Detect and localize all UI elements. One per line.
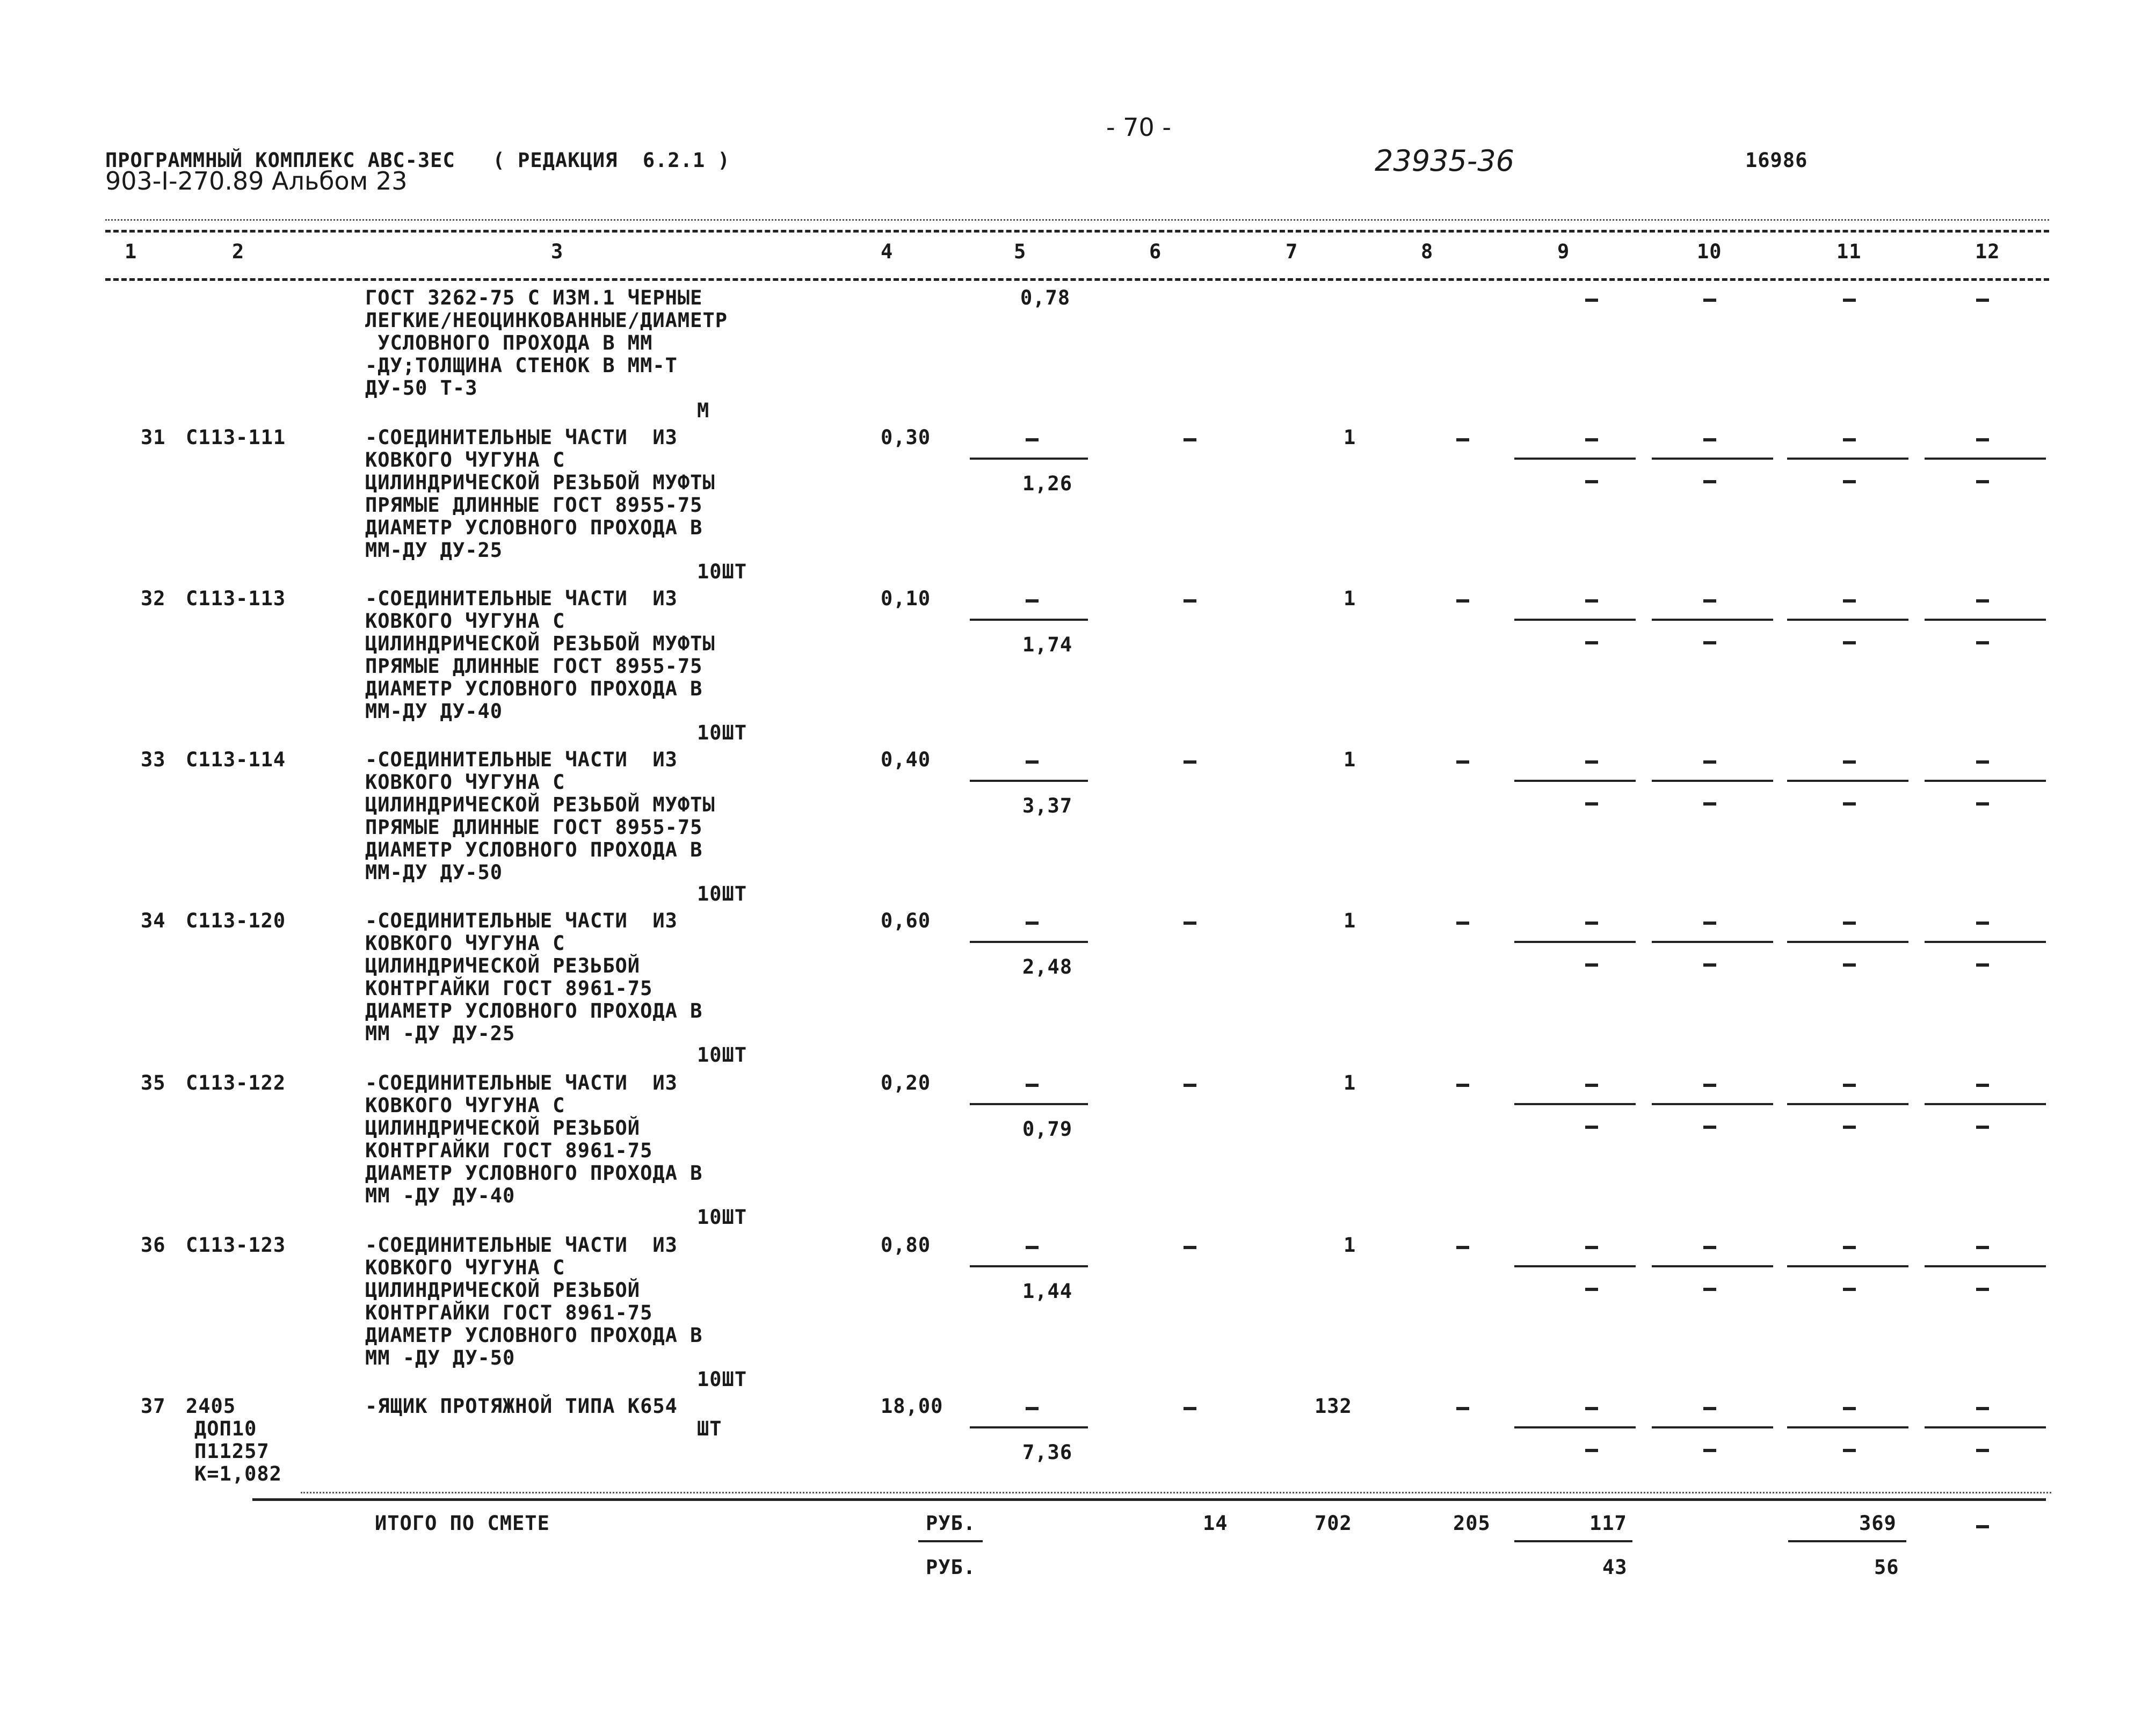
row-c12-top-dash [1976, 1407, 1989, 1410]
row-c12-bottom-dash [1976, 641, 1989, 644]
row-c12-bottom-dash [1976, 480, 1989, 483]
row-c9-top-dash [1585, 760, 1598, 764]
program-line: ПРОГРАММНЫЙ КОМПЛЕКС АВС-3ЕС ( РЕДАКЦИЯ 6.2.1 ) [105, 149, 730, 172]
row-c4: 0,10 [881, 587, 931, 610]
total-c9-top: 117 [1589, 1512, 1627, 1535]
row-c9-fraction [1514, 941, 1636, 943]
row-c11-fraction [1787, 1426, 1908, 1428]
row-c10-top-dash [1703, 1407, 1716, 1410]
row-c9-bottom-dash [1585, 1449, 1598, 1452]
row-c5-fraction [970, 1103, 1088, 1105]
row-description-line: ММ -ДУ ДУ-25 [365, 1022, 516, 1045]
row-c12-top-dash [1976, 438, 1989, 441]
column-header-10: 10 [1697, 240, 1722, 263]
row-c5-top-dash [1026, 599, 1039, 603]
total-c8: 205 [1453, 1512, 1491, 1535]
column-header-4: 4 [881, 240, 894, 263]
total-c11-top: 369 [1859, 1512, 1897, 1535]
row-c11-bottom-dash [1843, 1126, 1856, 1129]
carry-dash-c12 [1976, 299, 1989, 302]
row-c8-dash [1456, 599, 1469, 603]
row-description-line: ПРЯМЫЕ ДЛИННЫЕ ГОСТ 8955-75 [365, 816, 703, 839]
row-c5-bottom: 0,79 [1022, 1118, 1073, 1141]
row-unit: 10ШТ [697, 1206, 747, 1229]
column-header-9: 9 [1557, 240, 1570, 263]
carry-desc-line: ЛЕГКИЕ/НЕОЦИНКОВАННЫЕ/ДИАМЕТР [365, 309, 728, 332]
row-c6-dash [1184, 922, 1196, 925]
row-description-line: -СОЕДИНИТЕЛЬНЫЕ ЧАСТИ ИЗ [365, 587, 678, 610]
total-unit-top: РУБ. [926, 1512, 976, 1535]
row-description-line: ММ-ДУ ДУ-50 [365, 861, 503, 884]
row-description-line: ММ -ДУ ДУ-40 [365, 1184, 516, 1207]
row-c11-top-dash [1843, 760, 1856, 764]
row-c5-bottom: 1,26 [1022, 472, 1073, 495]
row-c11-fraction [1787, 1265, 1908, 1267]
row-c12-fraction [1925, 780, 2046, 782]
row-c5-top-dash [1026, 1407, 1039, 1410]
row-description-line: КОВКОГО ЧУГУНА С [365, 610, 565, 633]
row-c5-bottom: 1,74 [1022, 633, 1073, 656]
total-rule [252, 1498, 2046, 1501]
row-c5-fraction [970, 1426, 1088, 1428]
row-code: С113-120 [186, 909, 286, 932]
column-header-5: 5 [1014, 240, 1027, 263]
row-c11-bottom-dash [1843, 480, 1856, 483]
row-description-line: КОВКОГО ЧУГУНА С [365, 448, 565, 471]
row-c11-fraction [1787, 941, 1908, 943]
row-c10-fraction [1652, 1103, 1773, 1105]
row-description-line: ПРЯМЫЕ ДЛИННЫЕ ГОСТ 8955-75 [365, 494, 703, 517]
row-c11-bottom-dash [1843, 641, 1856, 644]
row-c5-fraction [970, 619, 1088, 621]
row-c10-fraction [1652, 1426, 1773, 1428]
row-c12-top-dash [1976, 922, 1989, 925]
row-description-line: ДИАМЕТР УСЛОВНОГО ПРОХОДА В [365, 677, 703, 700]
carry-dash-c10 [1703, 299, 1716, 302]
row-c10-bottom-dash [1703, 1288, 1716, 1291]
row-c8-dash [1456, 760, 1469, 764]
row-c12-bottom-dash [1976, 963, 1989, 967]
row-c5-top-dash [1026, 438, 1039, 441]
row-c4: 0,60 [881, 909, 931, 932]
project-line: 903-I-270.89 Альбом 23 [105, 166, 408, 195]
doc-code: 16986 [1745, 149, 1808, 172]
row-description-line: ДИАМЕТР УСЛОВНОГО ПРОХОДА В [365, 838, 703, 861]
row-c7: 1 [1344, 1071, 1356, 1094]
row-c7: 1 [1344, 1234, 1356, 1257]
total-c7: 702 [1315, 1512, 1352, 1535]
row-c10-bottom-dash [1703, 1449, 1716, 1452]
row-description-line: ЦИЛИНДРИЧЕСКОЙ РЕЗЬБОЙ [365, 1116, 641, 1140]
row-c11-top-dash [1843, 599, 1856, 603]
row-c10-bottom-dash [1703, 1126, 1716, 1129]
row-description-line: -СОЕДИНИТЕЛЬНЫЕ ЧАСТИ ИЗ [365, 1234, 678, 1257]
row-code: 2405 [186, 1395, 236, 1418]
row-c9-bottom-dash [1585, 802, 1598, 806]
row-description-line: ММ -ДУ ДУ-50 [365, 1346, 516, 1369]
column-header-11: 11 [1836, 240, 1862, 263]
total-c11-fraction [1788, 1540, 1906, 1542]
row-description [365, 1072, 702, 1207]
row-number: 35 [141, 1071, 166, 1094]
row-c11-top-dash [1843, 1246, 1856, 1249]
row-c10-fraction [1652, 941, 1773, 943]
row-number: 33 [141, 748, 166, 771]
row-c5-bottom: 3,37 [1022, 794, 1073, 817]
row-c11-top-dash [1843, 922, 1856, 925]
row-description-line: ЦИЛИНДРИЧЕСКОЙ РЕЗЬБОЙ МУФТЫ [365, 793, 715, 816]
carry-desc-line: ДУ-50 Т-3 [365, 376, 478, 400]
row-c11-top-dash [1843, 1084, 1856, 1087]
row-c7: 132 [1315, 1395, 1352, 1418]
column-header-1: 1 [125, 240, 137, 263]
total-unit-fraction [918, 1540, 983, 1542]
row-number: 37 [141, 1395, 166, 1418]
row-c9-bottom-dash [1585, 1288, 1598, 1291]
row-description-line: -ЯЩИК ПРОТЯЖНОЙ ТИПА К654 [365, 1395, 678, 1418]
row-code-extra: П11257 [194, 1440, 270, 1463]
row-c10-top-dash [1703, 922, 1716, 925]
column-header-3: 3 [551, 240, 564, 263]
row-c9-fraction [1514, 458, 1636, 460]
row-number: 36 [141, 1234, 166, 1257]
row-description-line: ММ-ДУ ДУ-25 [365, 539, 503, 562]
row-description-line: ЦИЛИНДРИЧЕСКОЙ РЕЗЬБОЙ [365, 1279, 641, 1302]
row-c6-dash [1184, 599, 1196, 603]
row-description-line: ЦИЛИНДРИЧЕСКОЙ РЕЗЬБОЙ [365, 954, 641, 977]
row-c9-bottom-dash [1585, 963, 1598, 967]
row-unit: 10ШТ [697, 721, 747, 744]
row-c12-fraction [1925, 1426, 2046, 1428]
column-header-6: 6 [1149, 240, 1162, 263]
row-number: 34 [141, 909, 166, 932]
row-c10-bottom-dash [1703, 802, 1716, 806]
header-rule-top [105, 230, 2049, 233]
header-rule-bottom [105, 278, 2049, 281]
row-c5-top-dash [1026, 1084, 1039, 1087]
carry-desc-line: -ДУ;ТОЛЩИНА СТЕНОК В ММ-Т [365, 354, 678, 377]
row-c12-fraction [1925, 1265, 2046, 1267]
row-description [365, 910, 702, 1045]
row-c11-fraction [1787, 780, 1908, 782]
row-unit: 10ШТ [697, 882, 747, 905]
carry-desc-line: ГОСТ 3262-75 С ИЗМ.1 ЧЕРНЫЕ [365, 286, 703, 309]
row-c5-fraction [970, 1265, 1088, 1267]
total-c9-fraction [1514, 1540, 1632, 1542]
row-c5-fraction [970, 941, 1088, 943]
row-unit: 10ШТ [697, 1368, 747, 1391]
row-c8-dash [1456, 922, 1469, 925]
total-dotted-rule [301, 1492, 2051, 1493]
row-description-line: КОНТРГАЙКИ ГОСТ 8961-75 [365, 1301, 653, 1324]
row-c5-bottom: 1,44 [1022, 1280, 1073, 1303]
row-c4: 0,40 [881, 748, 931, 771]
row-description-line: КОВКОГО ЧУГУНА С [365, 771, 565, 794]
row-c12-top-dash [1976, 599, 1989, 603]
row-description [365, 1395, 678, 1418]
row-c4: 0,80 [881, 1234, 931, 1257]
row-description-line: -СОЕДИНИТЕЛЬНЫЕ ЧАСТИ ИЗ [365, 909, 678, 932]
row-c10-fraction [1652, 780, 1773, 782]
row-c11-bottom-dash [1843, 1288, 1856, 1291]
row-c7: 1 [1344, 426, 1356, 449]
row-description-line: ДИАМЕТР УСЛОВНОГО ПРОХОДА В [365, 1162, 703, 1185]
row-code: С113-111 [186, 426, 286, 449]
row-c5-top-dash [1026, 1246, 1039, 1249]
row-description-line: ЦИЛИНДРИЧЕСКОЙ РЕЗЬБОЙ МУФТЫ [365, 632, 715, 655]
row-code-extra: К=1,082 [194, 1462, 282, 1485]
row-c12-fraction [1925, 941, 2046, 943]
row-c9-bottom-dash [1585, 480, 1598, 483]
row-c10-bottom-dash [1703, 641, 1716, 644]
carry-desc [365, 287, 728, 400]
row-number: 31 [141, 426, 166, 449]
row-c12-bottom-dash [1976, 1288, 1989, 1291]
row-description-line: КОНТРГАЙКИ ГОСТ 8961-75 [365, 1139, 653, 1162]
row-c6-dash [1184, 760, 1196, 764]
row-c12-bottom-dash [1976, 1449, 1989, 1452]
row-c5-bottom: 7,36 [1022, 1441, 1073, 1464]
page-number: - 70 - [1106, 113, 1171, 142]
row-c5-fraction [970, 458, 1088, 460]
row-c9-top-dash [1585, 922, 1598, 925]
carry-dash-c11 [1843, 299, 1856, 302]
row-c5-top-dash [1026, 760, 1039, 764]
row-description-line: КОВКОГО ЧУГУНА С [365, 1094, 565, 1117]
row-number: 32 [141, 587, 166, 610]
total-unit-bottom: РУБ. [926, 1556, 976, 1579]
total-c6: 14 [1203, 1512, 1228, 1535]
row-c12-bottom-dash [1976, 1126, 1989, 1129]
row-description-line: -СОЕДИНИТЕЛЬНЫЕ ЧАСТИ ИЗ [365, 1071, 678, 1094]
row-description-line: КОНТРГАЙКИ ГОСТ 8961-75 [365, 977, 653, 1000]
row-description-line: КОВКОГО ЧУГУНА С [365, 1256, 565, 1279]
row-c9-bottom-dash [1585, 1126, 1598, 1129]
row-description-line: ДИАМЕТР УСЛОВНОГО ПРОХОДА В [365, 999, 703, 1022]
column-header-2: 2 [232, 240, 245, 263]
row-c10-fraction [1652, 1265, 1773, 1267]
row-c12-top-dash [1976, 760, 1989, 764]
row-code: С113-114 [186, 748, 286, 771]
row-c11-bottom-dash [1843, 1449, 1856, 1452]
row-c10-top-dash [1703, 438, 1716, 441]
doc-number: 23935-36 [1375, 144, 1514, 178]
row-c6-dash [1184, 438, 1196, 441]
row-c5-top-dash [1026, 922, 1039, 925]
row-c4: 0,20 [881, 1071, 931, 1094]
row-description-line: ДИАМЕТР УСЛОВНОГО ПРОХОДА В [365, 516, 703, 539]
row-description [365, 1234, 702, 1369]
row-description-line: ПРЯМЫЕ ДЛИННЫЕ ГОСТ 8955-75 [365, 655, 703, 678]
row-c9-fraction [1514, 780, 1636, 782]
carry-c5: 0,78 [1020, 286, 1071, 309]
total-label: ИТОГО ПО СМЕТЕ [375, 1512, 550, 1535]
row-c10-fraction [1652, 458, 1773, 460]
row-c8-dash [1456, 438, 1469, 441]
row-c5-bottom: 2,48 [1022, 955, 1073, 978]
row-c9-fraction [1514, 1426, 1636, 1428]
row-unit: 10ШТ [697, 560, 747, 583]
row-code-extra: ДОП10 [194, 1417, 257, 1440]
row-c8-dash [1456, 1084, 1469, 1087]
row-c10-top-dash [1703, 1246, 1716, 1249]
carry-unit: М [697, 399, 710, 422]
row-code: С113-122 [186, 1071, 286, 1094]
row-c11-top-dash [1843, 1407, 1856, 1410]
column-header-8: 8 [1421, 240, 1434, 263]
row-c6-dash [1184, 1246, 1196, 1249]
row-c12-fraction [1925, 1103, 2046, 1105]
row-c4: 0,30 [881, 426, 931, 449]
row-c11-fraction [1787, 458, 1908, 460]
row-c10-top-dash [1703, 760, 1716, 764]
total-c9-bottom: 43 [1602, 1556, 1628, 1579]
row-c9-fraction [1514, 1265, 1636, 1267]
row-description-line: ЦИЛИНДРИЧЕСКОЙ РЕЗЬБОЙ МУФТЫ [365, 471, 715, 494]
row-c9-fraction [1514, 619, 1636, 621]
row-description [365, 749, 715, 884]
row-c9-top-dash [1585, 1407, 1598, 1410]
row-unit: ШТ [697, 1417, 722, 1440]
row-c7: 1 [1344, 909, 1356, 932]
row-c10-bottom-dash [1703, 480, 1716, 483]
carry-desc-line: УСЛОВНОГО ПРОХОДА В ММ [365, 331, 653, 354]
row-c7: 1 [1344, 748, 1356, 771]
row-c11-fraction [1787, 619, 1908, 621]
row-code: С113-113 [186, 587, 286, 610]
carry-dash-c9 [1585, 299, 1598, 302]
row-description-line: КОВКОГО ЧУГУНА С [365, 932, 565, 955]
row-c12-bottom-dash [1976, 802, 1989, 806]
row-c9-top-dash [1585, 1246, 1598, 1249]
row-c10-top-dash [1703, 599, 1716, 603]
row-c12-top-dash [1976, 1084, 1989, 1087]
row-unit: 10ШТ [697, 1043, 747, 1067]
total-c11-bottom: 56 [1874, 1556, 1899, 1579]
row-c12-fraction [1925, 619, 2046, 621]
row-c12-top-dash [1976, 1246, 1989, 1249]
row-c8-dash [1456, 1246, 1469, 1249]
row-description-line: ДИАМЕТР УСЛОВНОГО ПРОХОДА В [365, 1324, 703, 1347]
top-dotted-rule [105, 219, 2049, 221]
row-description [365, 587, 715, 723]
row-description [365, 426, 715, 562]
row-c11-fraction [1787, 1103, 1908, 1105]
row-description-line: -СОЕДИНИТЕЛЬНЫЕ ЧАСТИ ИЗ [365, 426, 678, 449]
row-code: С113-123 [186, 1234, 286, 1257]
row-c10-top-dash [1703, 1084, 1716, 1087]
total-dash-c12 [1976, 1525, 1989, 1528]
row-c9-top-dash [1585, 1084, 1598, 1087]
row-c10-fraction [1652, 619, 1773, 621]
row-c8-dash [1456, 1407, 1469, 1410]
column-header-7: 7 [1286, 240, 1298, 263]
row-c10-bottom-dash [1703, 963, 1716, 967]
row-c5-fraction [970, 780, 1088, 782]
row-c12-fraction [1925, 458, 2046, 460]
row-c11-bottom-dash [1843, 802, 1856, 806]
row-c9-fraction [1514, 1103, 1636, 1105]
column-header-12: 12 [1975, 240, 2000, 263]
row-c11-top-dash [1843, 438, 1856, 441]
row-c9-top-dash [1585, 438, 1598, 441]
row-c9-top-dash [1585, 599, 1598, 603]
row-description-line: ММ-ДУ ДУ-40 [365, 700, 503, 723]
row-c7: 1 [1344, 587, 1356, 610]
row-c6-dash [1184, 1407, 1196, 1410]
row-c6-dash [1184, 1084, 1196, 1087]
row-c4: 18,00 [881, 1395, 943, 1418]
row-c9-bottom-dash [1585, 641, 1598, 644]
row-description-line: -СОЕДИНИТЕЛЬНЫЕ ЧАСТИ ИЗ [365, 748, 678, 771]
row-c11-bottom-dash [1843, 963, 1856, 967]
